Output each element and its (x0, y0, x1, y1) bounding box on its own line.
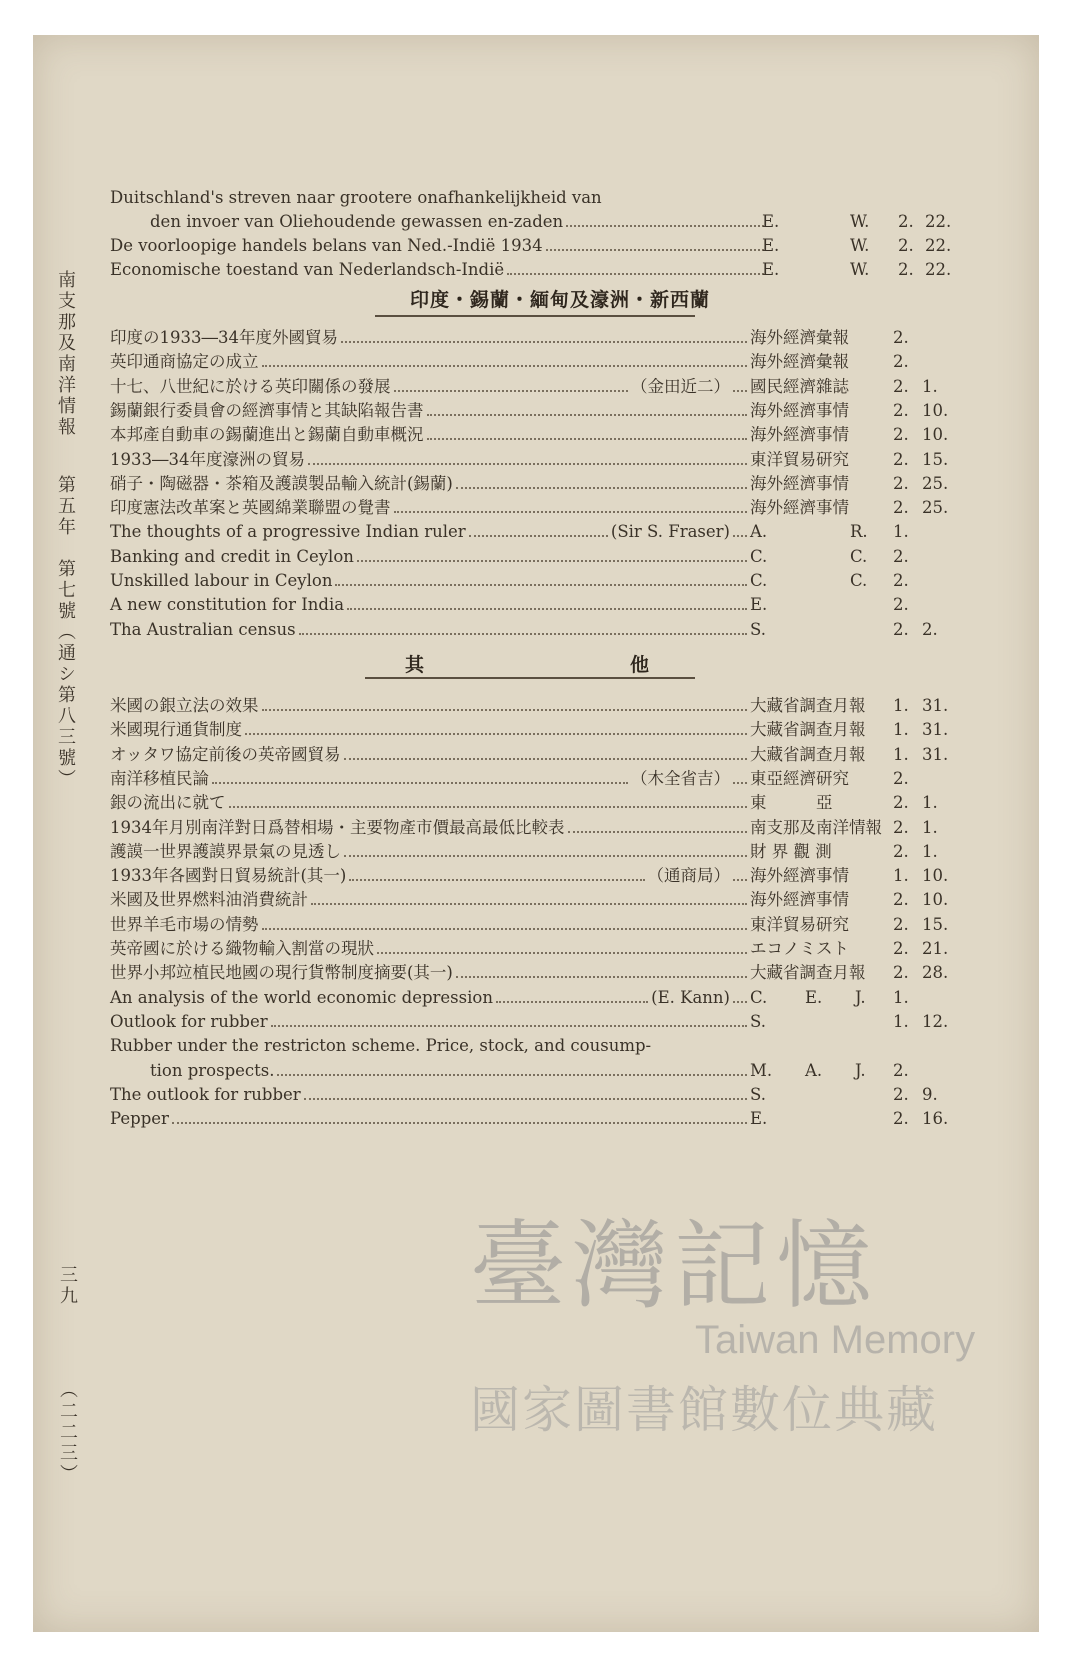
entry-title: Duitschland's streven naar grootere onafhankelijkheid van (110, 188, 602, 207)
list-item (110, 209, 1010, 234)
list-item (110, 1082, 1010, 1107)
entry-date: 15. (922, 449, 949, 469)
list-item (110, 325, 1010, 350)
list-item (110, 447, 1010, 472)
list-item (110, 233, 1010, 258)
entry-title: 硝子・陶磁器・茶箱及護謨製品輸入統計(錫蘭) (110, 473, 453, 493)
entry-source: 大藏省調查月報 (750, 744, 866, 764)
entry-title: 1933年各國對日貿易統計(其一) (110, 866, 347, 886)
list-item (110, 936, 1010, 961)
issue-number: 第五年 第七號（通シ第八三號） (55, 475, 76, 790)
entry-source: 海外經濟事情 (750, 866, 849, 886)
list-item (110, 1058, 1010, 1083)
entry-author: （金田近二） (631, 376, 730, 396)
entry-number: 2. (893, 328, 909, 347)
entry-title: 銀の流出に就て (110, 793, 226, 813)
entry-title: Outlook for rubber (110, 1011, 268, 1031)
entry-date: 1. (922, 793, 938, 813)
entry-source-2: C. (850, 571, 868, 590)
entry-source: S. (750, 1011, 766, 1031)
entry-source: 海外經濟事情 (750, 473, 849, 493)
entry-source-2: C. (850, 546, 868, 566)
entry-source: C. (750, 546, 768, 566)
entry-source: E. (750, 1109, 768, 1129)
watermark (470, 1190, 990, 1450)
entry-title: Rubber under the restricton scheme. Price, stock, and cousump- (110, 1036, 652, 1056)
entry-title: オッタワ協定前後の英帝國貿易 (110, 744, 341, 764)
entry-source: C. (750, 987, 768, 1007)
list-item (110, 742, 1010, 767)
entry-number: 2. (893, 1109, 909, 1129)
entry-title: tion prospects. (150, 1060, 275, 1080)
entry-source: エコノミスト (750, 939, 849, 958)
entry-source-2: E. (805, 987, 823, 1007)
entry-date: 1. (922, 841, 938, 861)
entry-title: Tha Australian census (110, 619, 296, 639)
entry-number: 1. (893, 987, 909, 1007)
entry-source: 大藏省調查月報 (750, 963, 866, 983)
entry-number: 2. (893, 498, 909, 518)
entry-source: C. (750, 571, 768, 590)
entry-number: 2. (893, 939, 909, 958)
heading-underline (375, 315, 695, 317)
entry-source: 海外經濟彙報 (750, 352, 849, 372)
list-item (110, 887, 1010, 912)
entry-date: 12. (922, 1011, 949, 1031)
entry-source: M. (750, 1060, 773, 1080)
entry-date: 25. (922, 498, 949, 518)
entry-title: Banking and credit in Ceylon (110, 546, 354, 566)
entry-source-3: J. (855, 987, 866, 1007)
entry-number: 2. (893, 619, 909, 639)
list-item (110, 544, 1010, 569)
entry-source: 海外經濟事情 (750, 498, 849, 518)
entry-source: 南支那及南洋情報 (750, 817, 882, 837)
entry-source: 大藏省調查月報 (750, 696, 866, 715)
entry-author: (Sir S. Fraser) (610, 522, 730, 542)
entry-source: S. (750, 1084, 766, 1104)
entry-date: 31. (922, 720, 949, 740)
entry-title: 十七、八世紀に於ける英印關係の發展 (110, 376, 391, 396)
entry-date: 10. (922, 866, 949, 886)
list-item (110, 349, 1010, 374)
entry-title: 南洋移植民論 (110, 768, 209, 788)
entry-number: 1. (893, 866, 909, 886)
entry-source: A. (750, 522, 768, 542)
entry-source: 海外經濟事情 (750, 890, 849, 910)
entry-number: 2. (893, 425, 909, 445)
entry-title: 印度の1933―34年度外國貿易 (110, 328, 338, 347)
entry-source: S. (750, 619, 766, 639)
entry-title: A new constitution for India (110, 595, 345, 615)
entry-date: 16. (922, 1109, 949, 1129)
list-item (110, 912, 1010, 937)
entry-number: 2. (893, 817, 909, 837)
entry-number: 1. (893, 720, 909, 740)
entry-date: 1. (922, 376, 938, 396)
list-item (110, 519, 1010, 544)
list-item (110, 592, 1010, 617)
list-item (110, 863, 1010, 888)
entry-source: E. (762, 260, 780, 279)
entry-title: 本邦產自動車の錫蘭進出と錫蘭自動車概況 (110, 425, 424, 445)
entry-title: 1933―34年度濠洲の貿易 (110, 449, 305, 469)
list-item (110, 422, 1010, 447)
entry-source: 海外經濟彙報 (750, 328, 849, 347)
entry-author: （通商局） (647, 866, 730, 886)
entry-title: 英帝國に於ける織物輸入割當の現狀 (110, 939, 374, 958)
entry-number: 2. (893, 352, 909, 372)
entry-number: 2. (893, 546, 909, 566)
entry-title: 1934年月別南洋對日爲替相場・主要物產市價最高最低比較表 (110, 817, 565, 837)
page-number: 三九 (57, 1265, 78, 1307)
entry-source: 東洋貿易研究 (750, 914, 849, 934)
list-item (110, 815, 1010, 840)
entry-source: 東亞經濟研究 (750, 768, 849, 788)
watermark-main: 臺灣記憶 (470, 1210, 878, 1322)
journal-title: 南支那及南洋情報 (55, 270, 76, 438)
list-item (110, 960, 1010, 985)
list-item (110, 495, 1010, 520)
entry-title: 英印通商協定の成立 (110, 352, 259, 372)
entry-date: 28. (922, 963, 949, 983)
list-item (110, 717, 1010, 742)
list-item (110, 568, 1010, 593)
list-item (110, 398, 1010, 423)
entry-number: 2. (893, 914, 909, 934)
watermark-chinese: 國家圖書館數位典藏 (470, 1381, 938, 1439)
entry-source: 大藏省調查月報 (750, 720, 866, 740)
entry-date: 2. (922, 619, 938, 639)
entry-title: Pepper (110, 1109, 169, 1129)
entry-title: 米國の銀立法の效果 (110, 696, 259, 715)
entry-source: E. (762, 212, 780, 231)
entry-title: 護謨一世界護謨界景氣の見透し (110, 841, 341, 861)
list-item (110, 1106, 1010, 1131)
entry-title: den invoer van Oliehoudende gewassen en-zaden (150, 212, 564, 231)
list-item (110, 1033, 1010, 1058)
entry-date: 22. (925, 212, 952, 231)
entry-title: 錫蘭銀行委員會の經濟事情と其缺陷報告書 (110, 400, 424, 420)
entry-title: The outlook for rubber (110, 1084, 301, 1104)
entry-number: 2. (893, 768, 909, 788)
entry-source: E. (762, 236, 780, 255)
entry-number: 2. (898, 212, 914, 231)
entry-date: 22. (925, 260, 952, 279)
entry-title: 世界羊毛市場の情勢 (110, 914, 259, 934)
entry-source: 國民經濟雜誌 (750, 376, 849, 396)
entry-number: 1. (893, 744, 909, 764)
entry-title: 世界小邦竝植民地國の現行貨幣制度摘要(其一) (110, 963, 453, 983)
list-item (110, 766, 1010, 791)
entry-number: 2. (893, 1084, 909, 1104)
entry-source: 東 亞 (750, 793, 833, 813)
entry-date: 9. (922, 1084, 938, 1104)
entry-source-2: R. (850, 522, 868, 542)
entry-title: 米國現行通貨制度 (110, 720, 242, 740)
entry-title: De voorloopige handels belans van Ned.-Indië 1934 (110, 236, 543, 255)
entry-source-2: W. (850, 260, 870, 279)
heading-underline (365, 677, 695, 679)
entry-number: 2. (898, 236, 914, 255)
entry-date: 25. (922, 473, 949, 493)
section-heading: 印度・錫蘭・緬甸及濠洲・新西蘭 (410, 289, 711, 311)
entry-source: 東洋貿易研究 (750, 449, 849, 469)
entry-number: 2. (893, 595, 909, 615)
list-item (110, 185, 1010, 210)
entry-number: 2. (893, 400, 909, 420)
entry-title: Unskilled labour in Ceylon (110, 571, 333, 590)
entry-date: 15. (922, 914, 949, 934)
list-item (110, 790, 1010, 815)
entry-date: 22. (925, 236, 952, 255)
section-heading-right: 他 (630, 654, 651, 676)
entry-title: The thoughts of a progressive Indian ruler (110, 522, 466, 542)
entry-number: 2. (893, 376, 909, 396)
entry-date: 10. (922, 890, 949, 910)
entry-number: 1. (893, 1011, 909, 1031)
entry-number: 1. (893, 522, 909, 542)
entry-author: （木全省吉） (631, 768, 730, 788)
entry-number: 2. (893, 1060, 909, 1080)
list-item (110, 693, 1010, 718)
watermark-english: Taiwan Memory (695, 1318, 976, 1362)
list-item (110, 985, 1010, 1010)
list-item (110, 374, 1010, 399)
entry-date: 1. (922, 817, 938, 837)
list-item (110, 1009, 1010, 1034)
list-item (110, 839, 1010, 864)
list-item (110, 617, 1010, 642)
total-page-number: （二二三） (57, 1380, 78, 1485)
entry-number: 2. (898, 260, 914, 279)
entry-source: 海外經濟事情 (750, 425, 849, 445)
entry-number: 2. (893, 963, 909, 983)
entry-title: 印度憲法改革案と英國綿業聯盟の覺書 (110, 498, 391, 518)
section-heading-left: 其 (405, 654, 426, 676)
list-item (110, 471, 1010, 496)
entry-number: 2. (893, 571, 909, 590)
entry-date: 21. (922, 939, 949, 958)
entry-source: E. (750, 595, 768, 615)
entry-title: An analysis of the world economic depression (110, 987, 493, 1007)
entry-date: 10. (922, 425, 949, 445)
entry-source: 財 界 觀 測 (750, 841, 832, 861)
entry-source-3: J. (855, 1060, 866, 1080)
entry-number: 2. (893, 841, 909, 861)
entry-source: 海外經濟事情 (750, 400, 849, 420)
entry-number: 1. (893, 696, 909, 715)
entry-number: 2. (893, 793, 909, 813)
entry-source-2: A. (805, 1060, 823, 1080)
entry-date: 31. (922, 744, 949, 764)
entry-title: 米國及世界燃料油消費統計 (110, 890, 308, 910)
entry-number: 2. (893, 449, 909, 469)
entry-number: 2. (893, 473, 909, 493)
entry-date: 10. (922, 400, 949, 420)
entry-title: Economische toestand van Nederlandsch-Indië (110, 260, 505, 279)
entry-date: 31. (922, 696, 949, 715)
entry-author: (E. Kann) (651, 987, 730, 1007)
list-item (110, 257, 1010, 282)
entry-source-2: W. (850, 236, 870, 255)
entry-number: 2. (893, 890, 909, 910)
entry-source-2: W. (850, 212, 870, 231)
